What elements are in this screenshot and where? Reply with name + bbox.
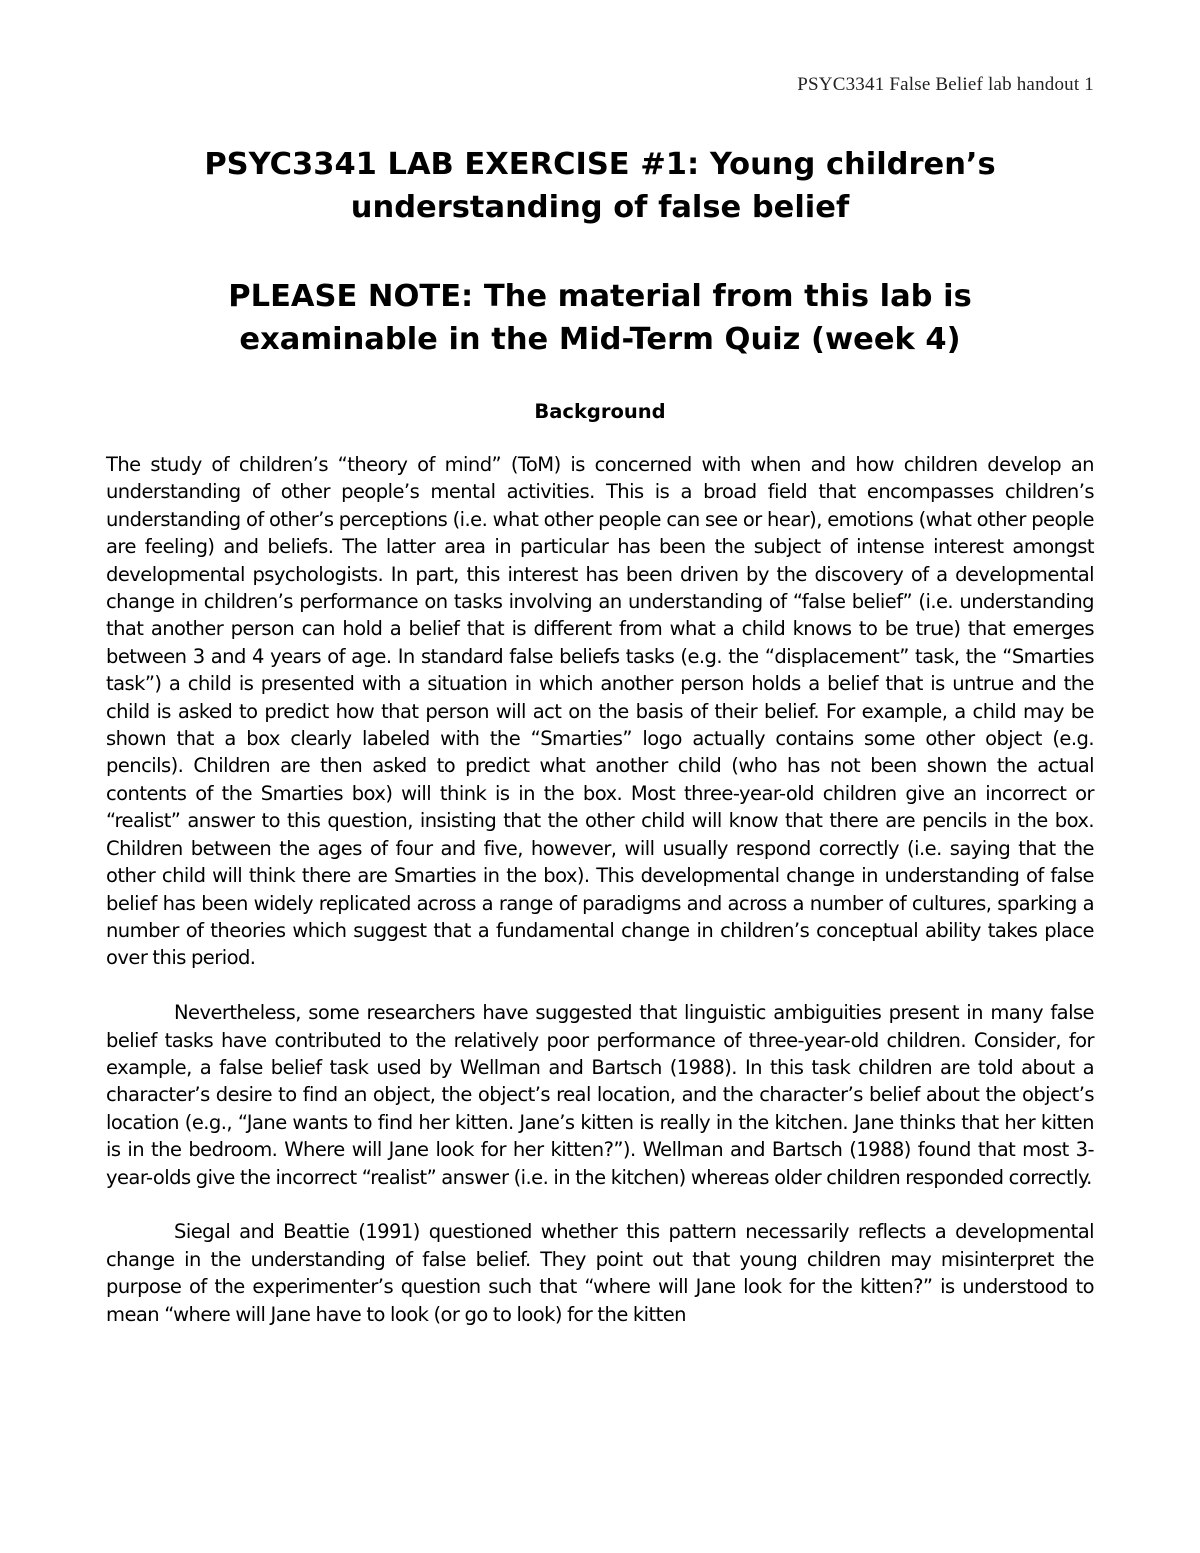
paragraph-2: Nevertheless, some researchers have suggested that linguistic ambiguities present in many false belief tasks have contributed to the relatively poor performance of three-year-old children. Consider, for example, a false belief task used by Wellman and Bartsch (1988). In this task children are told about a character’s desire to find an object, the object’s real location, and the character’s belief about the object’s location (e.g., “Jane wants to find her kitten. Jane’s kitten is really in the kitchen. Jane thinks that her kitten is in the bedroom. Where will Jane look for her kitten?”). Wellman and Bartsch (1988) found that most 3-year-olds give the incorrect “realist” answer (i.e. in the kitchen) whereas older children responded correctly. bbox=[106, 1001, 1094, 1189]
document-title bbox=[106, 143, 1094, 229]
section-heading-background: Background bbox=[534, 400, 666, 423]
paragraph-3: Siegal and Beattie (1991) questioned whether this pattern necessarily reflects a developmental change in the understanding of false belief. They point out that young children may misinterpret the purpose of the experimenter’s question such that “where will Jane look for the kitten?” is understood to mean “where will Jane have to look (or go to look) for the kitten bbox=[106, 1220, 1094, 1326]
body-text bbox=[106, 451, 1094, 1328]
document-title-line-2: understanding of false belief bbox=[350, 190, 850, 225]
paragraph-1: The study of children’s “theory of mind” (ToM) is concerned with when and how children develop an understanding of other people’s mental activities. This is a broad field that encompasses children’s understanding of other’s perceptions (i.e. what other people can see or hear), emotions (what other people are feeling) and beliefs. The latter area in particular has been the subject of intense interest amongst developmental psychologists. In part, this interest has been driven by the discovery of a developmental change in children’s performance on tasks involving an understanding of “false belief” (i.e. understanding that another person can hold a belief that is different from what a child knows to be true) that emerges between 3 and 4 years of age. In standard false beliefs tasks (e.g. the “displacement” task, the “Smarties task”) a child is presented with a situation in which another person holds a belief that is untrue and the child is asked to predict how that person will act on the basis of their belief. For example, a child may be shown that a box clearly labeled with the “Smarties” logo actually contains some other object (e.g. pencils). Children are then asked to predict what another child (who has not been shown the actual contents of the Smarties box) will think is in the box. Most three-year-old children give an incorrect or “realist” answer to this question, insisting that the other child will know that there are pencils in the box. Children between the ages of four and five, however, will usually respond correctly (i.e. saying that the other child will think there are Smarties in the box). This developmental change in understanding of false belief has been widely replicated across a range of paradigms and across a number of cultures, sparking a number of theories which suggest that a fundamental change in children’s conceptual ability takes place over this period. bbox=[106, 453, 1094, 970]
exam-note-line-1: PLEASE NOTE: The material from this lab is bbox=[228, 279, 972, 314]
document-title-line-1: PSYC3341 LAB EXERCISE #1: Young children’s bbox=[204, 147, 996, 182]
exam-note-line-2: examinable in the Mid-Term Quiz (week 4) bbox=[239, 322, 961, 357]
running-header: PSYC3341 False Belief lab handout 1 bbox=[797, 74, 1094, 95]
exam-note bbox=[106, 275, 1094, 361]
